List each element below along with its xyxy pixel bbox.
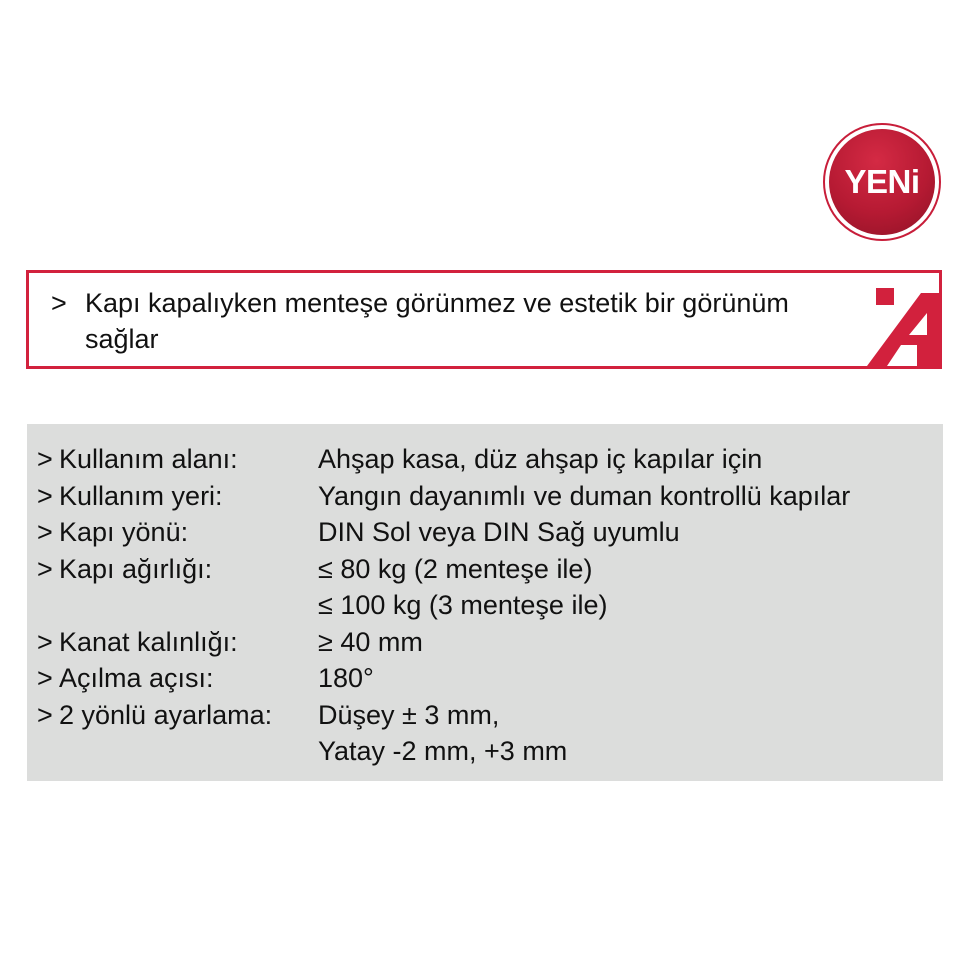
spec-label: Kapı ağırlığı: — [59, 553, 213, 584]
bullet-arrow: > — [37, 480, 53, 511]
spec-row — [37, 697, 499, 733]
spec-value: Ahşap kasa, düz ahşap iç kapılar için — [318, 444, 763, 474]
spec-row — [37, 587, 607, 623]
feature-text: Kapı kapalıyken menteşe görünmez ve estetik bir görünüm sağlar — [85, 288, 789, 354]
spec-label: Açılma açısı: — [59, 663, 214, 693]
new-badge-label: YENi — [829, 129, 935, 235]
brand-logo-icon — [859, 273, 939, 366]
spec-label: Kullanım alanı: — [59, 444, 238, 474]
bullet-arrow: > — [37, 663, 53, 693]
spec-value: Yangın dayanımlı ve duman kontrollü kapılar — [318, 480, 851, 511]
spec-row — [37, 733, 567, 769]
spec-label: Kanat kalınlığı: — [59, 626, 238, 657]
feature-box — [26, 270, 942, 369]
spec-value: ≤ 100 kg (3 menteşe ile) — [318, 590, 608, 620]
spec-label: 2 yönlü ayarlama: — [59, 699, 273, 730]
spec-label: Kullanım yeri: — [59, 480, 223, 511]
spec-value: ≤ 80 kg (2 menteşe ile) — [318, 553, 593, 584]
spec-value: Düşey ± 3 mm, — [318, 699, 500, 730]
bullet-arrow: > — [37, 699, 53, 730]
specs-table — [27, 424, 943, 781]
bullet-arrow: > — [37, 517, 53, 547]
bullet-arrow: > — [37, 553, 53, 584]
spec-value: 180° — [318, 663, 374, 693]
bullet-arrow — [37, 587, 59, 623]
new-badge — [823, 123, 941, 241]
spec-row — [37, 478, 850, 514]
spec-label — [59, 733, 318, 769]
spec-value: ≥ 40 mm — [318, 626, 423, 657]
bullet-arrow: > — [37, 444, 53, 474]
spec-label: Kapı yönü: — [59, 517, 189, 547]
spec-row — [37, 551, 592, 587]
bullet-arrow: > — [51, 288, 67, 318]
spec-value: Yatay -2 mm, +3 mm — [318, 736, 568, 766]
spec-label — [59, 587, 318, 623]
spec-row — [37, 624, 423, 660]
bullet-arrow — [37, 733, 59, 769]
spec-row — [37, 660, 374, 696]
spec-row — [37, 514, 680, 550]
spec-row — [37, 441, 762, 477]
spec-value: DIN Sol veya DIN Sağ uyumlu — [318, 517, 680, 547]
bullet-arrow: > — [37, 626, 53, 657]
